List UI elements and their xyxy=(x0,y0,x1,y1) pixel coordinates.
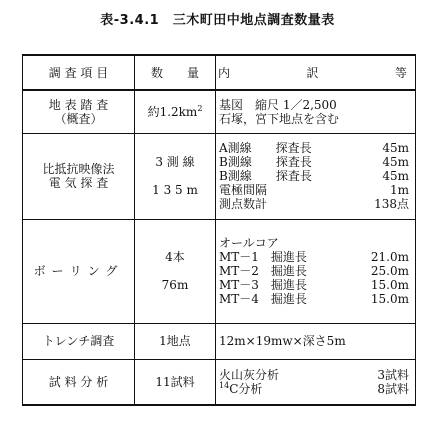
row-quantity-cell xyxy=(135,323,216,359)
header-item: 調 査 項 目 xyxy=(23,55,135,90)
detail-line: 電極間隔 1m xyxy=(219,183,409,197)
detail-line: 石塚，宮下地点を含む xyxy=(219,111,340,126)
row-item-line: 地 表 踏 査 xyxy=(48,97,109,112)
detail-line: $^{14}$C分析 8試料 xyxy=(219,380,409,396)
detail-line: MT－2 掘進長 25.0m xyxy=(219,264,409,278)
table-row xyxy=(23,323,416,359)
row-item-line: 試 料 分 析 xyxy=(48,374,109,389)
row-quantity-cell xyxy=(135,90,216,133)
row-quantity-line: 4本 xyxy=(165,250,185,264)
row-quantity-line: 11試料 xyxy=(155,374,195,389)
detail-line: MT－4 掘進長 15.0m xyxy=(219,292,409,306)
row-item-cell xyxy=(23,133,135,219)
row-item-line: 電 気 探 査 xyxy=(48,176,109,190)
row-details-cell xyxy=(216,359,416,405)
detail-line: 測点数計 138点 xyxy=(219,197,409,211)
row-item-line: トレンチ調査 xyxy=(42,334,115,348)
table-title: 表-3.4.1 三木町田中地点調査数量表 xyxy=(100,13,335,28)
row-item-cell xyxy=(23,359,135,405)
header-quantity: 数 量 xyxy=(135,55,216,90)
row-quantity-line: 76m xyxy=(161,278,189,292)
row-item-line: ボーリング xyxy=(33,264,124,278)
table-row xyxy=(23,90,416,133)
row-quantity-cell xyxy=(135,359,216,405)
table-row xyxy=(23,219,416,323)
detail-line: MT－3 掘進長 15.0m xyxy=(219,278,409,292)
row-details-cell xyxy=(216,90,416,133)
row-item-cell xyxy=(23,323,135,359)
header-details xyxy=(216,55,416,90)
detail-line: B測線 探査長 45m xyxy=(219,169,409,183)
survey-quantity-table xyxy=(22,54,416,406)
row-quantity-line: 約$1.2km^2$ xyxy=(147,103,203,119)
row-quantity-line: 1地点 xyxy=(159,334,191,348)
detail-line: MT－1 掘進長 21.0m xyxy=(219,250,409,264)
row-item-cell xyxy=(23,219,135,323)
table-row xyxy=(23,133,416,219)
row-item-line: （概査） xyxy=(54,111,103,126)
row-item-line: 比抵抗映像法 xyxy=(42,162,115,176)
row-details-cell xyxy=(216,323,416,359)
header-details-1: 内 xyxy=(218,65,231,80)
detail-line: 火山灰分析 3試料 xyxy=(219,367,409,382)
row-item-cell xyxy=(23,90,135,133)
row-details-cell xyxy=(216,219,416,323)
detail-line: A測線 探査長 45m xyxy=(219,141,409,155)
header-details-3: 等 xyxy=(394,65,407,80)
table-row xyxy=(23,359,416,405)
detail-line: 12m×19mw×深さ5m xyxy=(219,334,346,348)
table-header-row xyxy=(23,55,416,90)
isotope-superscript: 14 xyxy=(219,380,230,390)
header-details-2: 訳 xyxy=(306,65,319,80)
squared-mark: 2 xyxy=(197,103,203,113)
detail-line: 基図 縮尺 1／2,500 xyxy=(219,97,337,112)
row-quantity-line: 1 3 5 m xyxy=(152,183,198,197)
row-quantity-cell xyxy=(135,133,216,219)
detail-line: オールコア xyxy=(219,236,279,250)
row-quantity-cell xyxy=(135,219,216,323)
row-details-cell xyxy=(216,133,416,219)
detail-line: B測線 探査長 45m xyxy=(219,155,409,169)
row-quantity-line: 3 測 線 xyxy=(155,155,195,169)
